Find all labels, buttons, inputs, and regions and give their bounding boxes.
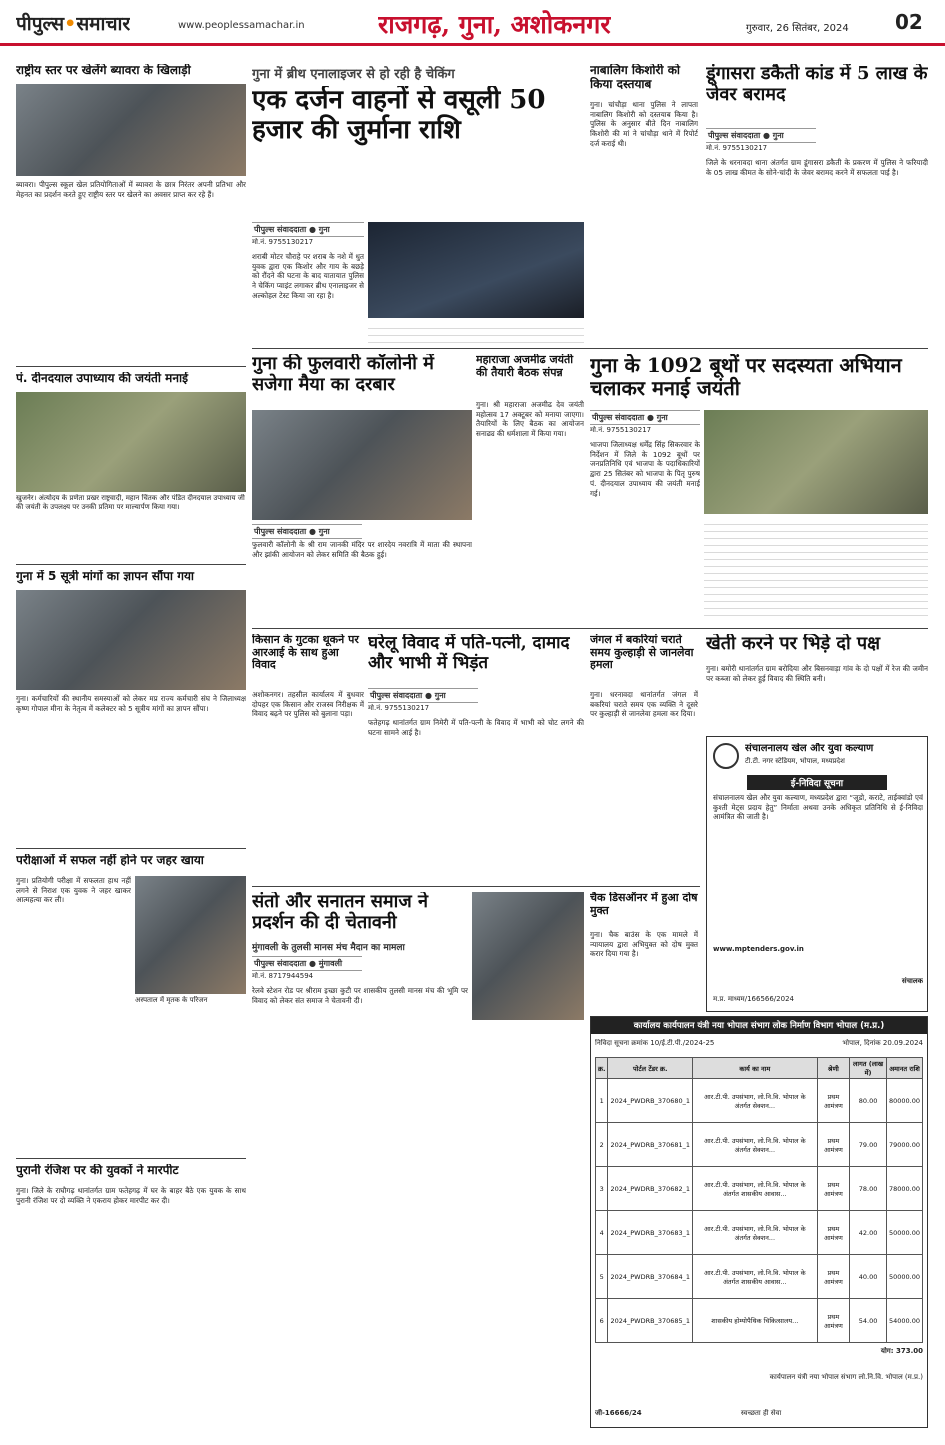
headline-check: चैक डिसऑनर में हुआ दोष मुक्त	[590, 892, 698, 917]
byline-saints: पीपुल्स संवाददाता ● मुंगावली	[252, 956, 362, 971]
kicker-breath: गुना में ब्रीथ एनालाइजर से हो रही है चेकिंग	[252, 67, 455, 82]
tender-row	[596, 1211, 923, 1255]
tender-cell: आर.टी.पी. उपसंभाग, लो.नि.वि. भोपाल के अंतर्गत सेक्शन...	[693, 1079, 818, 1123]
tender-cell: आर.टी.पी. उपसंभाग, लो.नि.वि. भोपाल के अंतर्गत शासकीय आवास...	[693, 1255, 818, 1299]
headline-farming: खेती करने पर भिड़े दो पक्ष	[706, 634, 881, 654]
region-title: राजगढ़, गुना, अशोकनगर	[378, 10, 611, 39]
tender-ref: निविदा सूचना क्रमांक 10/ई.टी.पी./2024-25	[595, 1039, 715, 1047]
headline-dungasara: डूंगासरा डकैती कांड में 5 लाख के जेवर बरामद	[706, 64, 928, 105]
tender-code: जी-16666/24	[595, 1409, 642, 1417]
tender-cell: 2024_PWDRB_370685_1	[608, 1299, 693, 1343]
headline-goats: जंगल में बकरियां चराते समय कुल्हाड़ी से जानलेवा हमला	[590, 634, 694, 672]
divider	[16, 564, 246, 565]
headline-ajmeedh: महाराजा अजमीढ जयंती की तैयारी बैठक संपन्न	[476, 354, 574, 379]
photo-byavra-players	[16, 84, 246, 176]
photo-memorandum	[16, 590, 246, 690]
divider	[252, 348, 928, 349]
tender-row	[596, 1299, 923, 1343]
body-ajmeedh: गुना। श्री महाराजा अजमीढ देव जयंती महोत्सव 17 अक्टूबर को मनाया जाएगा। तैयारियों के लिए बैठक का आयोजन सनाढ्य की धर्मशाला में किया गया।	[476, 400, 584, 439]
tender-row	[596, 1079, 923, 1123]
tender-motto: स्वच्छता ही सेवा	[740, 1409, 782, 1417]
headline-minor: नाबालिग किशोरी को किया दस्तयाब	[590, 64, 681, 91]
headline-byavra: राष्ट्रीय स्तर पर खेलेंगे ब्यावरा के खिलाड़ी	[16, 64, 191, 77]
photo-saints	[472, 892, 584, 1020]
website-url[interactable]: www.peoplessamachar.in	[178, 20, 305, 31]
caption-exam: अस्पताल में मृतक के परिजन	[135, 996, 208, 1004]
headline-gutka: किसान के गुटका थूकने पर आरआई के साथ हुआ विवाद	[252, 634, 359, 672]
mobile-booths: मो.नं. 9755130217	[590, 426, 652, 434]
body-booths-continued	[704, 518, 928, 620]
tender-cell: 40.00	[850, 1255, 887, 1299]
divider	[252, 628, 928, 629]
headline-breath: एक दर्जन वाहनों से वसूली 50 हजार की जुर्माना राशि	[252, 86, 546, 145]
byline-domestic: पीपुल्स संवाददाता ● गुना	[368, 688, 478, 703]
pwd-tender-notice	[590, 1016, 928, 1428]
body-booths: भाजपा जिलाध्यक्ष धर्मेंद्र सिंह सिकरवार के निर्देशन में जिले के 1092 बूथों पर जनप्रतिनिधि एवं भाजपा के पदाधिकारियों द्वारा 25 सितंबर को भाजपा के पितृ पुरुष पं. दीनदयाल उपाध्याय की जयंती मनाई गई।	[590, 440, 700, 498]
notice-subtitle: टी.टी. नगर स्टेडियम, भोपाल, मध्यप्रदेश	[745, 757, 845, 765]
body-domestic: फतेहगढ़ थानांतर्गत ग्राम निमेरी में पति-पत्नी के विवाद में भाभी को चोट लगने की घटना सामने आई है।	[368, 718, 584, 737]
tender-cell: 80000.00	[886, 1079, 922, 1123]
body-dungasara: जिले के धरनावदा थाना अंतर्गत ग्राम डूंगासरा डकैती के प्रकरण में पुलिस ने फरियादी के 05 लाख कीमत के सोने-चांदी के जेवर बरामद करने में सफलता पाई है।	[706, 158, 928, 177]
body-memorandum: गुना। कर्मचारियों की स्थानीय समस्याओं को लेकर मप्र राज्य कर्मचारी संघ ने जिलाध्यक्ष कृष्ण गोपाल मीना के नेतृत्व में कलेक्टर को 5 सूत्रीय मांगों का ज्ञापन सौंपा।	[16, 694, 246, 713]
tender-row	[596, 1167, 923, 1211]
tender-cell: आर.टी.पी. उपसंभाग, लो.नि.वि. भोपाल के अंतर्गत सेक्शन...	[693, 1123, 818, 1167]
issue-date: गुरुवार, 26 सितंबर, 2024	[746, 23, 849, 34]
tender-cell: 2024_PWDRB_370682_1	[608, 1167, 693, 1211]
tender-cell: 54.00	[850, 1299, 887, 1343]
headline-exam: परीक्षाओं में सफल नहीं होने पर जहर खाया	[16, 854, 204, 867]
caption-deendayal: खुजनेर। अंत्योदय के प्रणेता प्रखर राष्ट्रवादी, महान चिंतक और पंडित दीनदयाल उपाध्याय जी की जयंती के उपलक्ष्य पर उनकी प्रतिमा पर माल्यार्पण किया गया।	[16, 494, 245, 512]
tender-cell: 50000.00	[886, 1211, 922, 1255]
headline-booths: गुना के 1092 बूथों पर सदस्यता अभियान चलाकर मनाई जयंती	[590, 354, 902, 400]
mobile-saints: मो.नं. 8717944594	[252, 972, 314, 980]
photo-booths-jayanti	[704, 410, 928, 514]
tender-cell: आर.टी.पी. उपसंभाग, लो.नि.वि. भोपाल के अंतर्गत सेक्शन...	[693, 1211, 818, 1255]
tender-column-header: कार्य का नाम	[693, 1058, 818, 1079]
notice-ref: म.प्र. माध्यम/166566/2024	[713, 995, 794, 1003]
notice-signatory: संचालक	[901, 977, 923, 985]
divider	[252, 886, 700, 887]
tender-cell: प्रथम आमंत्रण	[817, 1299, 850, 1343]
headline-saints: संतो और सनातन समाज ने प्रदर्शन की दी चेतावनी	[252, 892, 428, 933]
divider	[16, 366, 246, 367]
tender-cell: 6	[596, 1299, 608, 1343]
tender-signatory: कार्यपालन यंत्री नया भोपाल संभाग लो.नि.वि. भोपाल (म.प्र.)	[769, 1373, 923, 1381]
photo-hospital	[135, 876, 246, 994]
headline-deendayal: पं. दीनदयाल उपाध्याय की जयंती मनाई	[16, 372, 188, 385]
tender-cell: 78.00	[850, 1167, 887, 1211]
tender-row	[596, 1123, 923, 1167]
tender-cell: 50000.00	[886, 1255, 922, 1299]
tender-column-header: श्रेणी	[817, 1058, 850, 1079]
body-saints: रेलवे स्टेशन रोड पर श्रीराम इच्छा कुटी पर शासकीय तुलसी मानस मंच की भूमि पर विवाद को लेकर संत समाज ने चेतावनी दी।	[252, 986, 468, 1005]
byline-booths: पीपुल्स संवाददाता ● गुना	[590, 410, 700, 425]
tender-cell: 5	[596, 1255, 608, 1299]
byline-phulwari: पीपुल्स संवाददाता ● गुना	[252, 524, 362, 539]
tender-cell: शासकीय होम्योपैथिक चिकित्सालय...	[693, 1299, 818, 1343]
tender-column-header: क्र.	[596, 1058, 608, 1079]
tender-cell: 2024_PWDRB_370680_1	[608, 1079, 693, 1123]
tender-cell: 3	[596, 1167, 608, 1211]
tender-cell: 2024_PWDRB_370683_1	[608, 1211, 693, 1255]
tender-cell: 79000.00	[886, 1123, 922, 1167]
mobile-dungasara: मो.नं. 9755130217	[706, 144, 768, 152]
notice-body: संचालनालय खेल और युवा कल्याण, मध्यप्रदेश द्वारा “जूडो, कराटे, ताईक्वांडो एवं कुश्ती मेट्स प्रदाय हेतु” निर्माता अथवा उनके अधिकृत प्रतिनिधि से ई-निविदा आमंत्रित की जाती है।	[713, 793, 923, 822]
page-number: 02	[895, 10, 923, 34]
headline-domestic: घरेलू विवाद में पति-पत्नी, दामाद और भाभी में भिड़ंत	[368, 634, 570, 673]
tender-date: भोपाल, दिनांक 20.09.2024	[842, 1039, 923, 1047]
divider	[16, 848, 246, 849]
tender-cell: 80.00	[850, 1079, 887, 1123]
tender-cell: प्रथम आमंत्रण	[817, 1167, 850, 1211]
body-rivalry: गुना। जिले के राघौगढ़ थानांतर्गत ग्राम फतेहगढ़ में घर के बाहर बैठे एक युवक के साथ पुरानी रंजिश पर दो व्यक्ति ने एकराय होकर मारपीट कर दी।	[16, 1186, 246, 1205]
tender-cell: 4	[596, 1211, 608, 1255]
tender-cell: प्रथम आमंत्रण	[817, 1255, 850, 1299]
kicker-saints: मुंगावली के तुलसी मानस मंच मैदान का मामला	[252, 943, 405, 953]
tender-cell: 78000.00	[886, 1167, 922, 1211]
tender-cell: 2	[596, 1123, 608, 1167]
body-goats: गुना। धरनावदा थानांतर्गत जंगल में बकरियां चराते समय एक व्यक्ति ने दूसरे पर कुल्हाड़ी से जानलेवा हमला कर दिया।	[590, 690, 698, 719]
tender-cell: आर.टी.पी. उपसंभाग, लो.नि.वि. भोपाल के अंतर्गत शासकीय आवास...	[693, 1167, 818, 1211]
notice-website[interactable]: www.mptenders.gov.in	[713, 945, 804, 953]
tender-cell: 2024_PWDRB_370684_1	[608, 1255, 693, 1299]
tender-cell: 79.00	[850, 1123, 887, 1167]
newspaper-logo[interactable]: पीपुल्स•समाचार	[16, 13, 131, 35]
mobile-domestic: मो.नं. 9755130217	[368, 704, 430, 712]
byline-breath: पीपुल्स संवाददाता ● गुना	[252, 222, 364, 237]
photo-phulwari-meeting	[252, 410, 472, 520]
tender-column-header: अमानत राशि	[886, 1058, 922, 1079]
body-minor: गुना। चांचौड़ा थाना पुलिस ने लापता नाबालिग किशोरी को दस्तयाब किया है। पुलिस के अनुसार बीते दिन नाबालिग किशोरी की मां ने चांचौड़ा थाने में रिपोर्ट दर्ज कराई थी।	[590, 100, 698, 148]
photo-deendayal-jayanti	[16, 392, 246, 492]
notice-heading: ई-निविदा सूचना	[747, 775, 887, 790]
sports-tender-notice	[706, 736, 928, 1012]
body-byavra: ब्यावरा। पीपुल्स स्कूल खेल प्रतियोगिताओं में ब्यावरा के छात्र निरंतर अपनी प्रतिभा और मेहनत का प्रदर्शन करते हुए राष्ट्रीय स्तर पर खेलने का अवसर प्राप्त कर रहे हैं।	[16, 180, 246, 199]
body-farming: गुना। बमोरी थानांतर्गत ग्राम बरोदिया और बिसनवाड़ा गांव के दो पक्षों में रेज की जमीन पर कब्जा को लेकर हुई विवाद की स्थिति बनी।	[706, 664, 928, 683]
tender-row	[596, 1255, 923, 1299]
tender-cell: प्रथम आमंत्रण	[817, 1211, 850, 1255]
tender-cell: 42.00	[850, 1211, 887, 1255]
body-exam: गुना। प्रतियोगी परीक्षा में सफलता हाथ नहीं लगने से निराश एक युवक ने जहर खाकर आत्महत्या कर ली।	[16, 876, 131, 905]
body-phulwari: फुलवारी कॉलोनी के श्री राम जानकी मंदिर पर शारदेय नवरात्रि में माता की स्थापना और झांकी आयोजन को लेकर समिति की बैठक हुई।	[252, 540, 472, 559]
tender-cell: 54000.00	[886, 1299, 922, 1343]
tender-table	[595, 1057, 923, 1343]
photo-night-checking	[368, 222, 584, 318]
tender-total: योग: 373.00	[880, 1347, 923, 1355]
tender-cell: 2024_PWDRB_370681_1	[608, 1123, 693, 1167]
body-check: गुना। चैक बाउंस के एक मामले में न्यायालय द्वारा अभियुक्त को दोष मुक्त करार दिया गया है।	[590, 930, 698, 959]
tender-title: कार्यालय कार्यपालन यंत्री नया भोपाल संभाग लोक निर्माण विभाग भोपाल (म.प्र.)	[591, 1017, 927, 1034]
tender-column-header: पोर्टल टेंडर क्र.	[608, 1058, 693, 1079]
tender-cell: प्रथम आमंत्रण	[817, 1079, 850, 1123]
body-gutka: अशोकनगर। तहसील कार्यालय में बुधवार दोपहर एक किसान और राजस्व निरीक्षक में विवाद बढ़ने पर पुलिस को बुलाना पड़ा।	[252, 690, 364, 719]
body-breath-continued	[368, 322, 584, 344]
tender-cell: 1	[596, 1079, 608, 1123]
emblem-icon	[713, 743, 739, 769]
byline-dungasara: पीपुल्स संवाददाता ● गुना	[706, 128, 816, 143]
mobile-breath: मो.नं. 9755130217	[252, 238, 314, 246]
tender-cell: प्रथम आमंत्रण	[817, 1123, 850, 1167]
masthead	[0, 0, 945, 46]
headline-phulwari: गुना की फुलवारी कॉलोनी में सजेगा मैया का दरबार	[252, 354, 434, 395]
divider	[16, 1158, 246, 1159]
body-breath: शराबी मोटर चौराहे पर शराब के नशे में धुत युवक द्वारा एक किशोर और गाय के बछड़े को रौंदने की घटना के बाद यातायात पुलिस ने चेकिंग प्वाइंट लगाकर ब्रीथ एनालाइजर से अल्कोहल टेस्ट किया जा रहा है।	[252, 252, 364, 300]
headline-memorandum: गुना में 5 सूत्री मांगों का ज्ञापन सौंपा गया	[16, 570, 195, 583]
headline-rivalry: पुरानी रंजिश पर की युवकों ने मारपीट	[16, 1164, 179, 1177]
notice-title: संचालनालय खेल और युवा कल्याण	[745, 743, 874, 754]
tender-column-header: लागत (लाख में)	[850, 1058, 887, 1079]
